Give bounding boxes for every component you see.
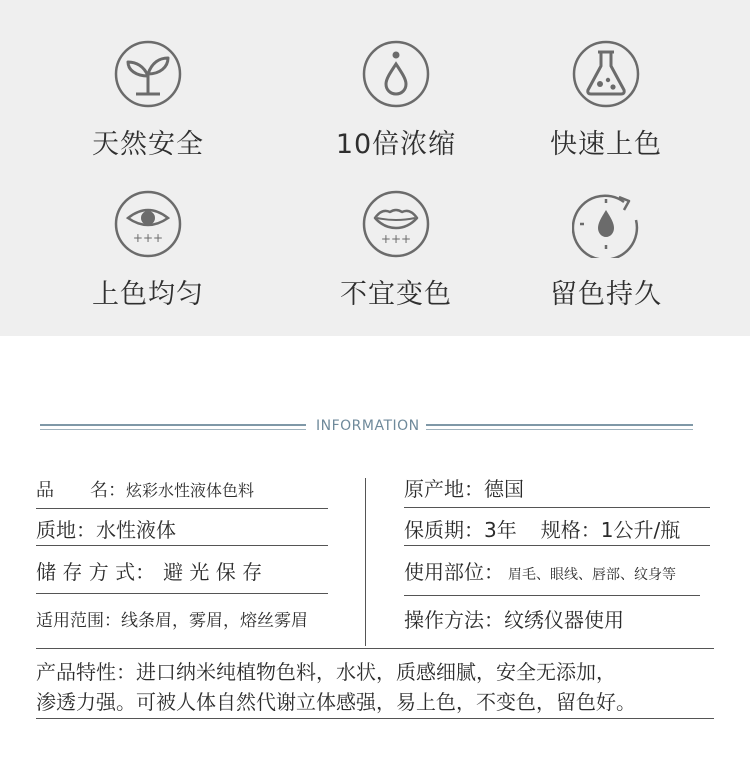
- feature-even-color: [48, 190, 248, 311]
- rule: [404, 595, 700, 596]
- rule: [36, 718, 714, 719]
- product-name-row: [36, 476, 254, 502]
- product-features-line-1: 产品特性：进口纳米纯植物色料，水状，质感细腻，安全无添加，: [36, 660, 616, 684]
- column-divider: [365, 478, 366, 646]
- feature-concentrate: [296, 40, 496, 161]
- rule: [404, 507, 710, 508]
- svg-text:+++: +++: [380, 232, 412, 246]
- scope-value: 线条眉，雾眉，熔丝雾眉: [121, 611, 308, 631]
- spec-label: 规格：: [540, 518, 601, 542]
- shelf-life-value: 3年: [484, 518, 517, 542]
- storage-row: [36, 556, 262, 585]
- plant-icon: [114, 40, 182, 108]
- scope-row: [36, 606, 308, 631]
- heading-rule-right-thin: [426, 429, 693, 430]
- water-drop-icon: [362, 40, 430, 108]
- feature-label: 上色均匀: [92, 279, 204, 310]
- heading-rule-right: [426, 424, 693, 426]
- feature-long-lasting: [506, 190, 706, 311]
- feature-label: 10倍浓缩: [335, 129, 457, 160]
- shelf-life-label: 保质期：: [404, 518, 484, 542]
- information-title: INFORMATION: [316, 418, 420, 434]
- rule: [36, 648, 714, 649]
- rule: [36, 593, 328, 594]
- method-label: 操作方法：: [404, 608, 504, 632]
- method-row: [404, 604, 624, 633]
- heading-rule-left-thin: [40, 429, 306, 430]
- product-name-value: 炫彩水性液体色料: [126, 481, 255, 500]
- product-features-line-2: 渗透力强。可被人体自然代谢立体感强，易上色，不变色，留色好。: [36, 690, 636, 714]
- origin-row: [404, 473, 524, 502]
- origin-value: 德国: [484, 477, 524, 501]
- heading-rule-left: [40, 424, 306, 426]
- svg-text:+++: +++: [132, 231, 164, 245]
- texture-label: 质地：: [36, 518, 96, 542]
- method-value: 纹绣仪器使用: [504, 608, 624, 632]
- lips-icon: [362, 190, 430, 258]
- rule: [36, 508, 328, 509]
- drop-refresh-icon: [572, 190, 640, 258]
- shelf-spec-row: [404, 514, 680, 543]
- feature-no-fade: [296, 190, 496, 311]
- feature-label: 天然安全: [92, 129, 204, 160]
- feature-fast-color: [506, 40, 706, 161]
- rule: [404, 545, 710, 546]
- usage-area-value: 眉毛、眼线、唇部、纹身等: [508, 567, 676, 583]
- feature-natural-safe: [48, 40, 248, 161]
- product-name-label: 品 名：: [36, 480, 126, 501]
- rule: [36, 545, 328, 546]
- features-panel: [0, 0, 750, 336]
- origin-label: 原产地：: [404, 477, 484, 501]
- feature-label: 不宜变色: [340, 279, 452, 310]
- texture-row: [36, 514, 176, 543]
- usage-area-label: 使用部位：: [404, 560, 504, 584]
- storage-label: 储 存 方 式：: [36, 560, 156, 584]
- scope-label: 适用范围：: [36, 611, 121, 631]
- flask-icon: [572, 40, 640, 108]
- feature-label: 留色持久: [550, 279, 662, 310]
- usage-area-row: [404, 556, 676, 585]
- storage-value: 避 光 保 存: [163, 560, 263, 584]
- spec-value: 1公升/瓶: [600, 518, 681, 542]
- information-heading: [40, 418, 693, 438]
- feature-label: 快速上色: [550, 129, 662, 160]
- eye-icon: [114, 190, 182, 258]
- texture-value: 水性液体: [96, 518, 176, 542]
